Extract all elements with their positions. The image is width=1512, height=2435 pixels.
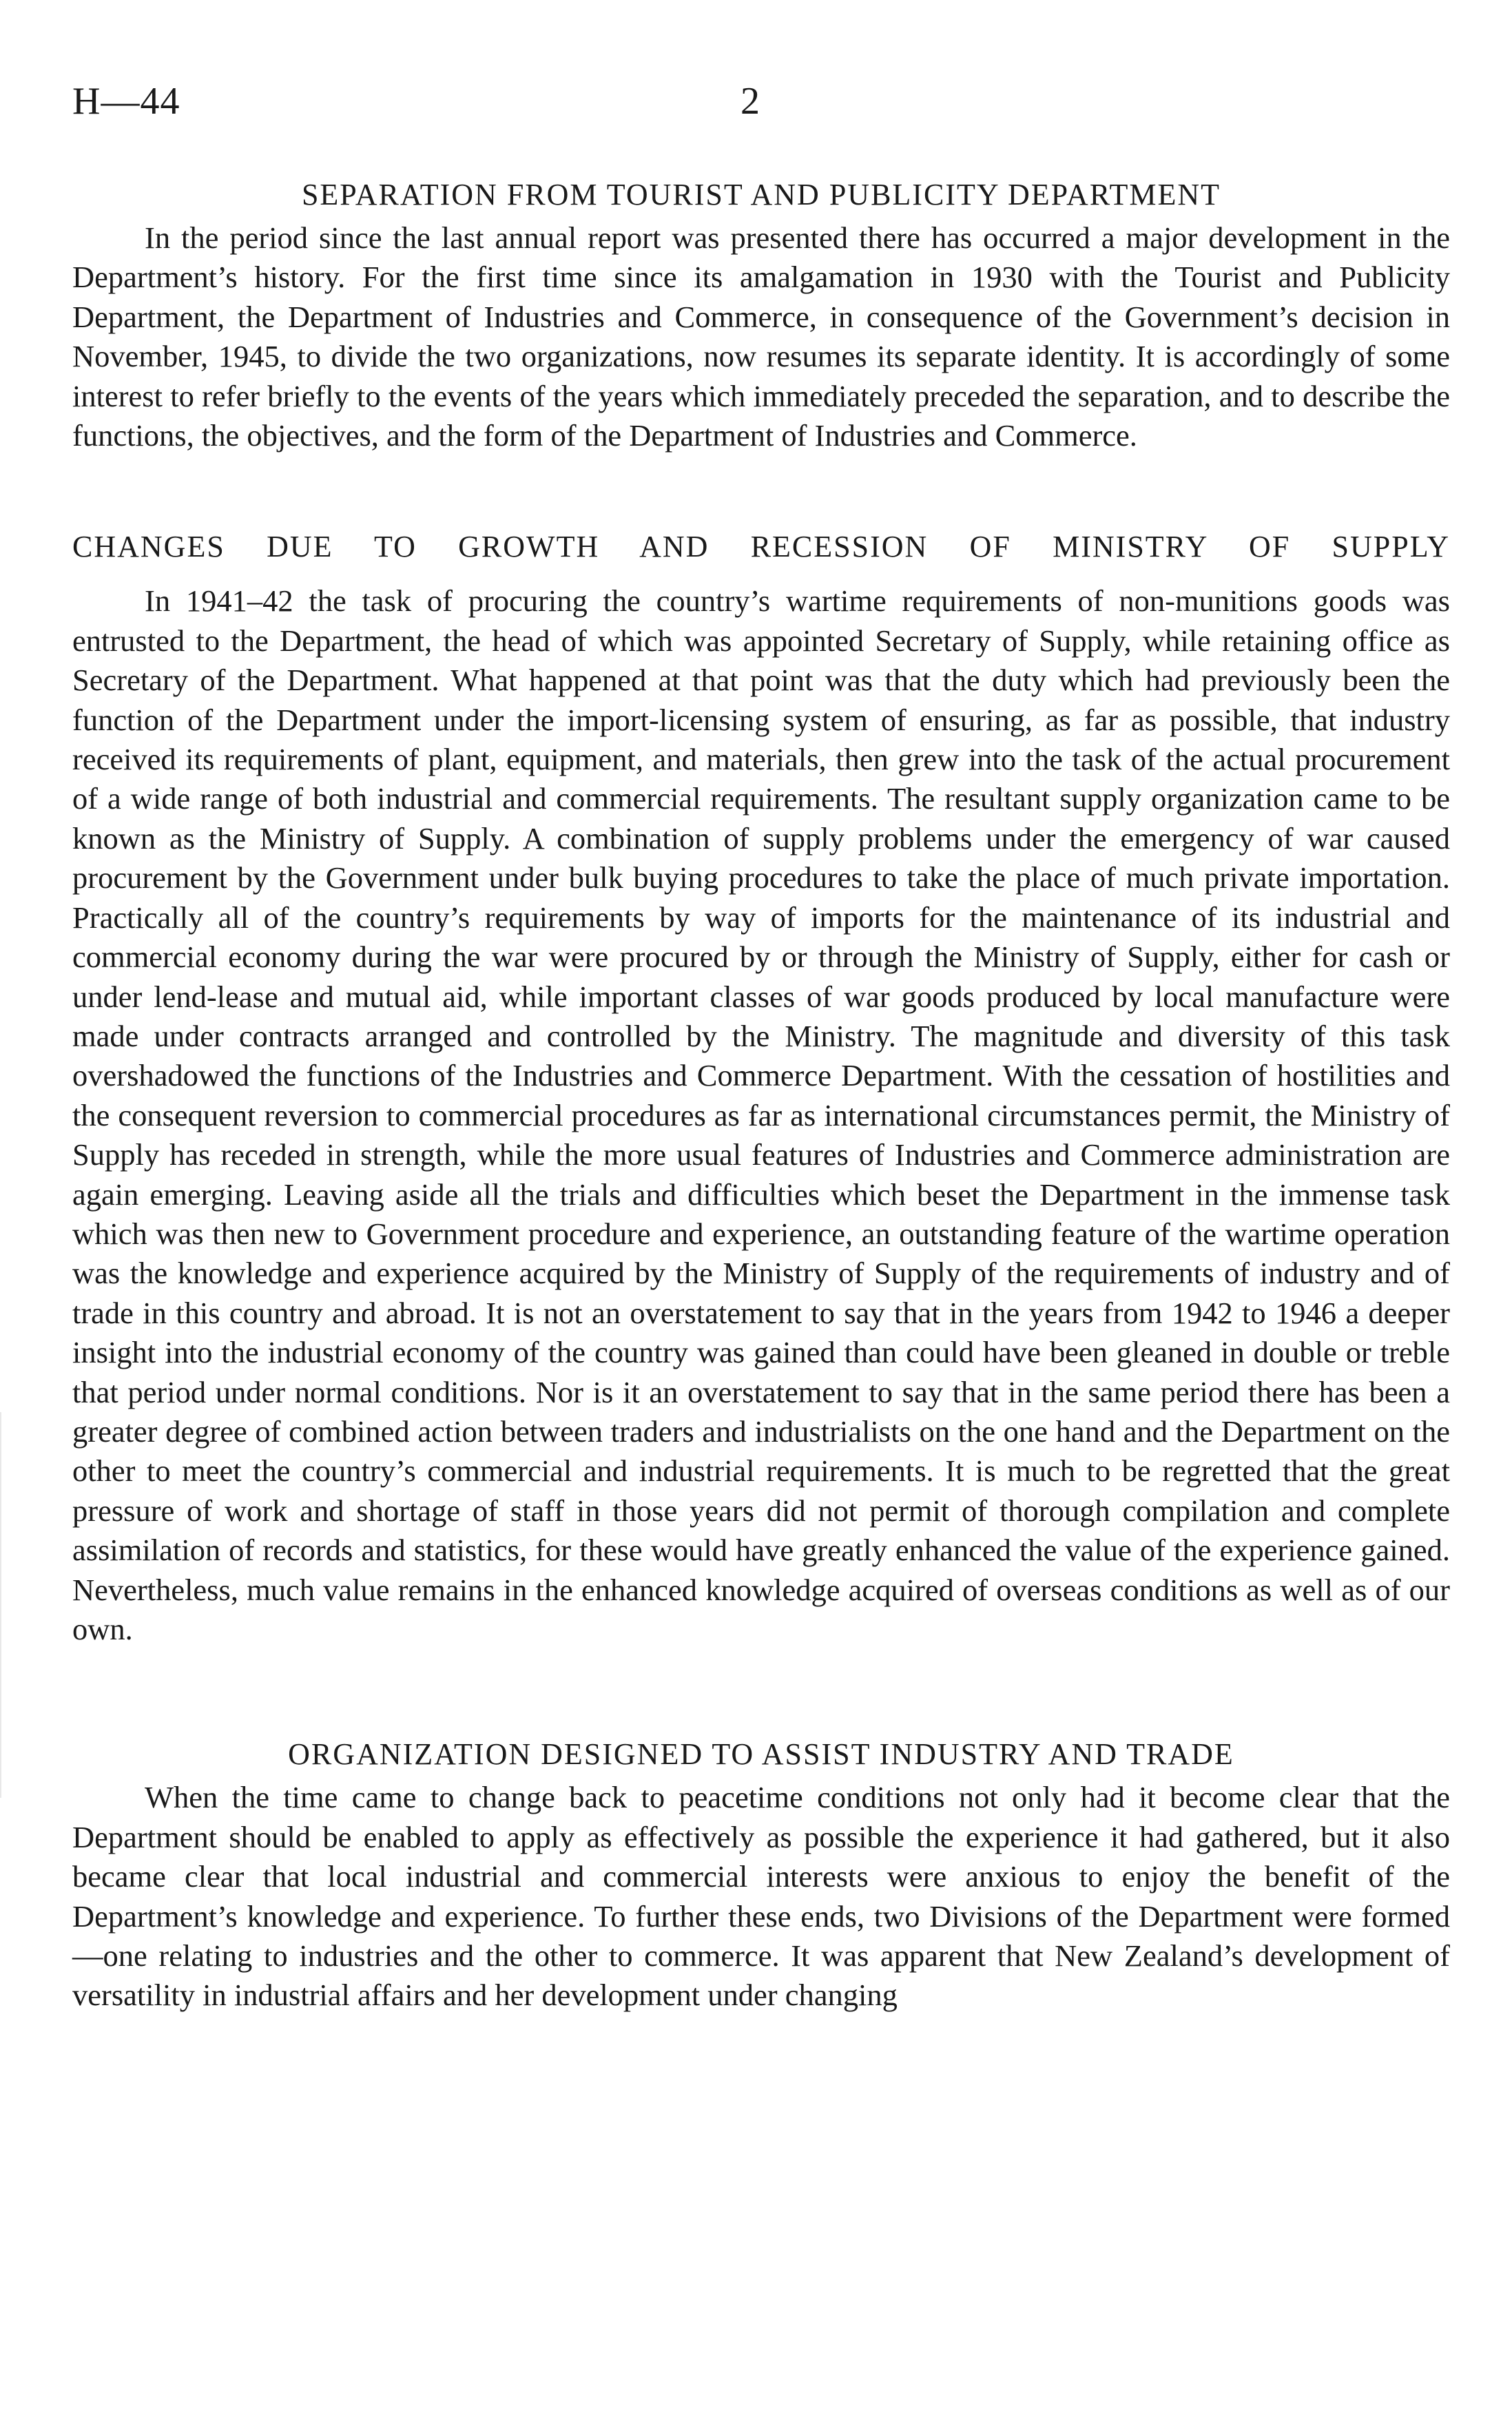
section-heading: ORGANIZATION DESIGNED TO ASSIST INDUSTRY AND TRADE [288, 1737, 1234, 1772]
section-separation [72, 176, 1450, 455]
section-organization [72, 1735, 1450, 2015]
page-number: 2 [741, 80, 760, 123]
document-body [72, 176, 1450, 2016]
section-heading: CHANGES DUE TO GROWTH AND RECESSION OF MINISTRY OF SUPPLY [72, 530, 1450, 564]
section-paragraph: When the time came to change back to peacetime conditions not only had it become clear that the Department should be enabled to apply as effectively as possible the experience it had gathered, but it also became clear that local industrial and commercial interests were anxious to enjoy the benefit of the Department’s knowledge and experience. To further these ends, two Divisions of the Department were formed—one relating to industries and the other to commerce. It was apparent that New Zealand’s development of versatility in industrial affairs and her development under changing [72, 1780, 1450, 2013]
section-paragraph: In 1941–42 the task of procuring the country’s wartime requirements of non-munitions goods was entrusted to the Department, the head of which was appointed Secretary of Supply, while retaining office as Secretary of the Department. What happened at that point was that the duty which had previously been the function of the Department under the import-licensing system of ensuring, as far as possible, that industry received its requirements of plant, equipment, and materials, then grew into the task of the actual procurement of a wide range of both industrial and commercial requirements. The resultant supply organization came to be known as the Ministry of Supply. A combination of supply problems under the emergency of war caused procurement by the Government under bulk buying procedures to take the place of much private importation. Practically all of the country’s requirements by way of imports for the maintenance of its industrial and commercial economy during the war were procured by or through the Ministry of Supply, either for cash or under lend-lease and mutual aid, while important classes of war goods produced by local manufacture were made under contracts arranged and controlled by the Ministry. The magnitude and diversity of this task overshadowed the functions of the Industries and Commerce Department. With the cessation of hostilities and the consequent reversion to commercial procedures as far as international circumstances permit, the Ministry of Supply has receded in strength, while the more usual features of Industries and Commerce administration are again emerging. Leaving aside all the trials and difficulties which beset the Department in the immense task which was then new to Government procedure and experience, an outstanding feature of the wartime operation was the knowledge and experience acquired by the Ministry of Supply of the requirements of industry and of trade in this country and abroad. It is not an overstatement to say that in the years from 1942 to 1946 a deeper insight into the industrial economy of the country was gained than could have been gleaned in double or treble that period under normal conditions. Nor is it an overstatement to say that in the same period there has been a greater degree of combined action between traders and industrialists on the one hand and the Department on the other to meet the country’s commercial and industrial requirements. It is much to be regretted that the great pressure of work and shortage of staff in those years did not permit of thorough compilation and complete assimilation of records and statistics, for these would have greatly enhanced the value of the experience gained. Nevertheless, much value remains in the enhanced knowledge acquired of overseas conditions as well as of our own. [72, 583, 1450, 1646]
scan-edge-mark [0, 1412, 1, 1798]
document-reference: H—44 [72, 80, 180, 123]
section-paragraph: In the period since the last annual report was presented there has occurred a major development in the Department’s history. For the first time since its amalgamation in 1930 with the Tourist and Publicity Department, the Department of Industries and Commerce, in consequence of the Government’s decision in November, 1945, to divide the two organizations, now resumes its separate identity. It is accordingly of some interest to refer briefly to the events of the years which immediately preceded the separation, and to describe the functions, the objectives, and the form of the Department of Industries and Commerce. [72, 220, 1450, 453]
section-heading: SEPARATION FROM TOURIST AND PUBLICITY DEPARTMENT [301, 178, 1221, 211]
running-header [72, 79, 1450, 134]
section-ministry-of-supply [72, 528, 1450, 1649]
